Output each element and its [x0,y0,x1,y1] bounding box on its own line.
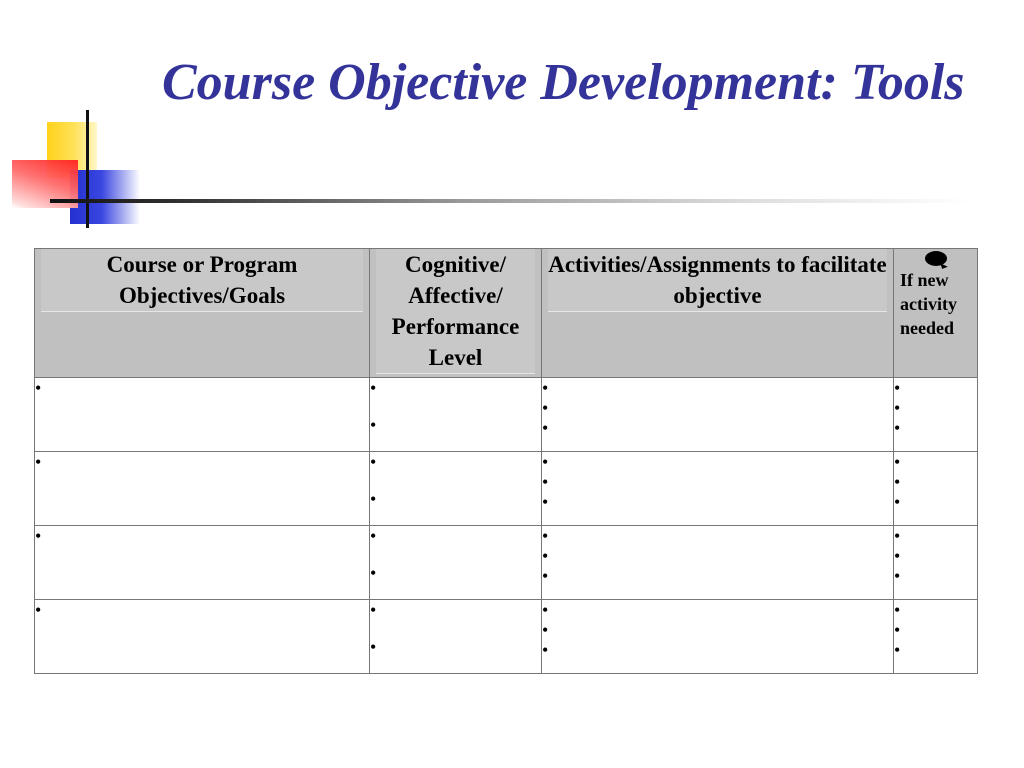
bullet: • [894,546,901,566]
bullet: • [894,620,901,640]
bullet: • [35,452,42,472]
decorative-vertical-line [86,110,89,228]
level-cell[interactable] [370,378,542,452]
header-activities-label: Activities/Assignments to facilitate objective [548,249,887,312]
header-objectives [35,249,370,378]
objective-cell[interactable] [35,600,370,674]
new-activity-cell[interactable] [894,526,978,600]
bullet: • [542,398,549,418]
bullet: • [542,600,549,620]
bullet: • [370,637,377,657]
bullet: • [542,378,549,398]
bullet: • [542,492,549,512]
bullet: • [894,418,901,438]
bullet: • [370,452,377,472]
bullet: • [542,566,549,586]
bullet: • [35,600,42,620]
bullet: • [542,472,549,492]
bullet: • [542,526,549,546]
bullet: • [35,378,42,398]
table-row [35,452,978,526]
level-cell[interactable] [370,526,542,600]
table-row [35,378,978,452]
new-activity-cell[interactable] [894,452,978,526]
new-activity-cell[interactable] [894,378,978,452]
activities-cell[interactable] [542,526,894,600]
table-row [35,600,978,674]
bullet: • [894,378,901,398]
bullet: • [894,452,901,472]
header-activities [542,249,894,378]
decorative-blue-square [70,170,140,224]
bullet: • [542,640,549,660]
slide-title: Course Objective Development: Tools [162,54,965,111]
header-new-activity-label: If new activity needed [900,270,957,338]
bullet: • [894,640,901,660]
bullet: • [542,418,549,438]
bullet: • [542,620,549,640]
bullet: • [370,415,377,435]
bullet: • [894,600,901,620]
objective-cell[interactable] [35,526,370,600]
bullet: • [370,378,377,398]
level-cell[interactable] [370,600,542,674]
bullet: • [894,526,901,546]
activities-cell[interactable] [542,378,894,452]
bullet: • [35,526,42,546]
title-underline [50,199,970,203]
bullet: • [370,526,377,546]
bullet: • [894,398,901,418]
activities-cell[interactable] [542,452,894,526]
new-activity-cell[interactable] [894,600,978,674]
bullet: • [894,492,901,512]
header-objectives-label: Course or Program Objectives/Goals [41,249,363,312]
table-header-row [35,249,978,378]
header-new-activity [894,249,978,378]
objective-cell[interactable] [35,378,370,452]
bullet: • [542,546,549,566]
bullet: • [894,472,901,492]
bullet: • [370,563,377,583]
level-cell[interactable] [370,452,542,526]
table-row [35,526,978,600]
bullet: • [894,566,901,586]
activities-cell[interactable] [542,600,894,674]
header-level-label: Cognitive/ Affective/ Performance Level [376,249,535,374]
bullet: • [370,600,377,620]
speech-bubble-icon [925,251,947,266]
objective-cell[interactable] [35,452,370,526]
header-level [370,249,542,378]
objectives-table [34,248,978,674]
bullet: • [370,489,377,509]
bullet: • [542,452,549,472]
